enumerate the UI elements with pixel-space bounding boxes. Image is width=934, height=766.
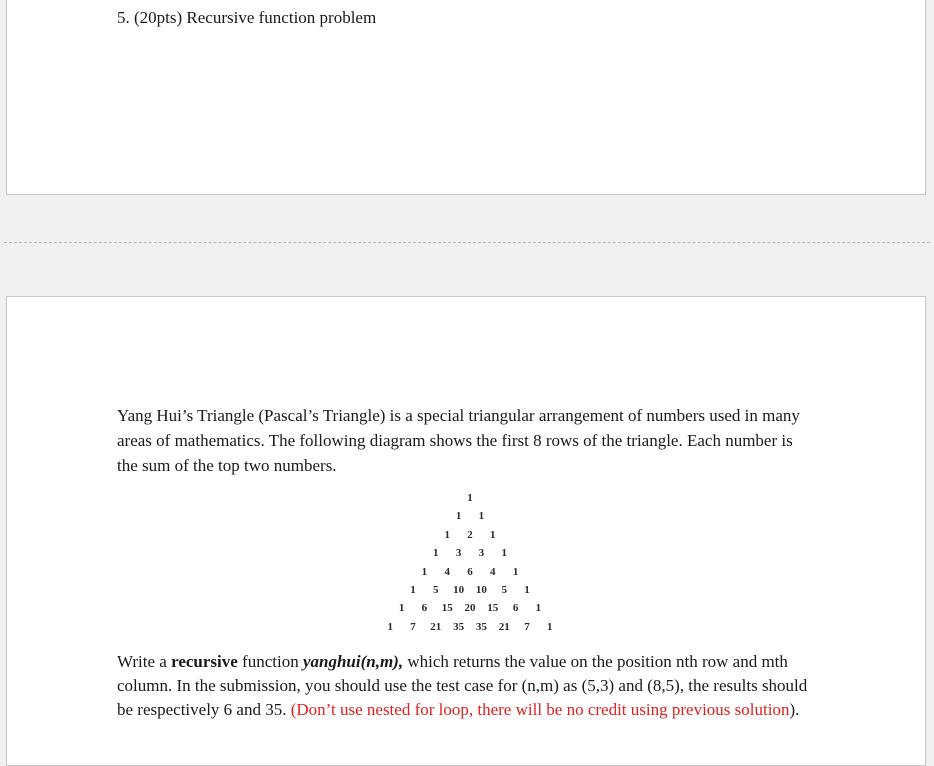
triangle-value: 7	[410, 620, 416, 633]
triangle-value: 35	[475, 620, 487, 633]
triangle-value: 15	[487, 602, 499, 615]
triangle-value: 35	[453, 620, 465, 633]
triangle-value: 1	[398, 602, 405, 615]
triangle-value: 1	[410, 583, 416, 596]
triangle-value: 21	[498, 620, 510, 633]
triangle-row	[377, 581, 577, 599]
triangle-value: 1	[490, 528, 496, 541]
no-nested-loop-warning: (Don’t use nested for loop, there will be no credit using previous solution	[290, 700, 790, 719]
triangle-row	[377, 618, 577, 636]
triangle-value: 3	[478, 547, 485, 560]
triangle-value: 21	[430, 620, 442, 633]
question-header-card	[6, 0, 926, 195]
triangle-value: 1	[387, 620, 393, 633]
triangle-value: 1	[524, 583, 530, 596]
triangle-row	[377, 599, 577, 617]
triangle-value: 20	[464, 602, 476, 615]
triangle-value: 6	[512, 602, 519, 615]
task-text-3: which returns the value on the position nth row and mth column. In the submission, you should use the test case for (n,m) as (5,3) and (8,5), the results should be respectively 6 and 35.	[117, 652, 808, 719]
triangle-value: 5	[501, 583, 507, 596]
triangle-value: 6	[421, 602, 428, 615]
function-signature: yanghui(n,m),	[302, 652, 404, 671]
triangle-value: 6	[467, 565, 473, 578]
triangle-value: 4	[490, 565, 496, 578]
triangle-value: 1	[433, 547, 439, 560]
triangle-value: 5	[433, 583, 439, 596]
task-paragraph	[117, 650, 817, 722]
section-divider	[4, 242, 930, 243]
triangle-value: 1	[501, 547, 507, 560]
triangle-row	[377, 526, 577, 544]
triangle-row	[377, 544, 577, 562]
triangle-value: 1	[512, 565, 519, 578]
task-closing: ).	[789, 700, 800, 719]
triangle-value: 10	[475, 583, 487, 596]
triangle-value: 1	[455, 510, 462, 523]
triangle-row	[377, 563, 577, 581]
recursive-keyword: recursive	[171, 652, 238, 671]
triangle-value: 1	[535, 602, 542, 615]
question-body-card	[6, 296, 926, 766]
triangle-value: 1	[478, 510, 485, 523]
triangle-value: 10	[453, 583, 465, 596]
pascal-triangle-diagram	[377, 489, 577, 636]
triangle-row	[377, 507, 577, 525]
triangle-value: 1	[444, 528, 450, 541]
triangle-value: 3	[455, 547, 462, 560]
triangle-value: 1	[421, 565, 428, 578]
triangle-value: 2	[467, 528, 473, 541]
triangle-value: 4	[444, 565, 450, 578]
triangle-value: 15	[441, 602, 453, 615]
question-title: 5. (20pts) Recursive function problem	[117, 8, 377, 27]
triangle-value: 1	[467, 492, 473, 504]
triangle-row	[377, 489, 577, 507]
task-text-1: Write a	[117, 652, 172, 671]
intro-paragraph: Yang Hui’s Triangle (Pascal’s Triangle) is a special triangular arrangement of numbers used in many areas of mathematics. The following diagram shows the first 8 rows of the triangle. Each number is the sum of the top two numbers.	[117, 406, 800, 475]
task-text-2: function	[237, 652, 303, 671]
triangle-value: 7	[524, 620, 530, 633]
triangle-value: 1	[547, 620, 553, 633]
